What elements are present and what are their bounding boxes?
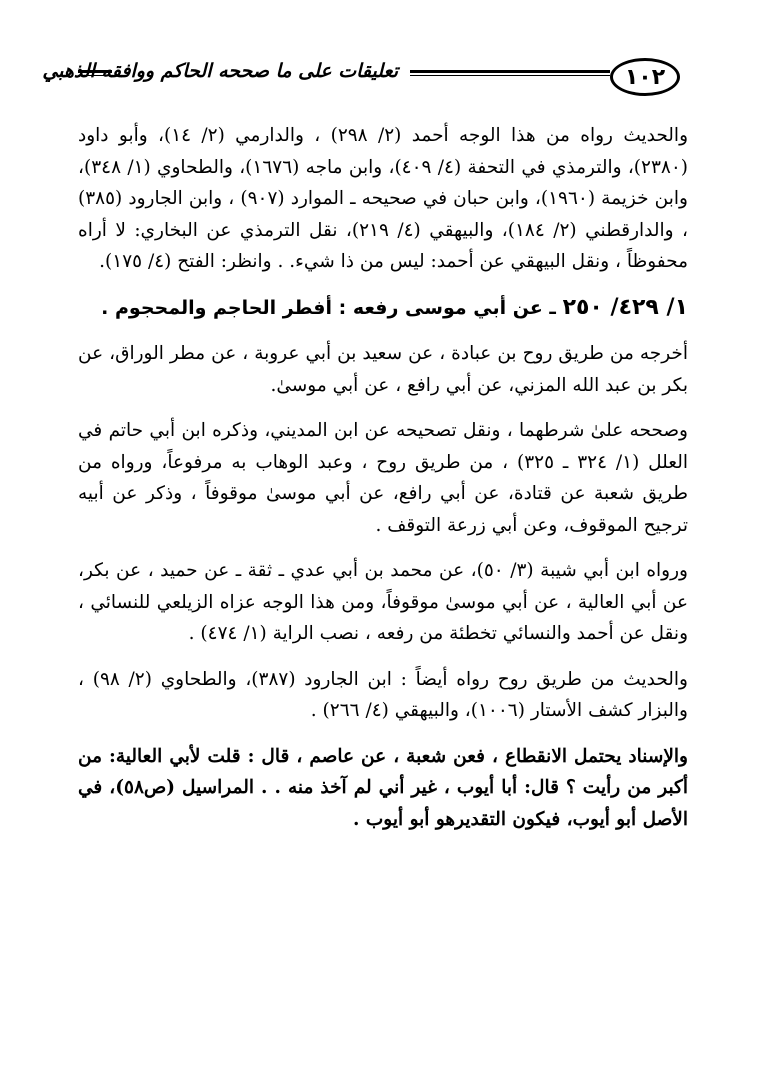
main-text (78, 120, 688, 835)
header-rule-right (410, 70, 610, 76)
page-header (42, 52, 688, 98)
page-number: ١٠٢ (624, 64, 666, 90)
paragraph: والحديث رواه من هذا الوجه أحمد (٢/ ٢٩٨) ، والدارمي (٢/ ١٤)، وأبو داود (٢٣٨٠)، والترمذي في التحفة (٤/ ٤٠٩)، وابن ماجه (١٦٧٦)، والطحاوي (١/ ٣٤٨)، وابن خزيمة (١٩٦٠)، وابن حبان في صحيحه ـ الموارد (٩٠٧) ، وابن الجارود (٣٨٥) ، والدارقطني (٢/ ١٨٤)، والبيهقي (٤/ ٢١٩)، نقل الترمذي عن البخاري: لا أراه محفوظاً ، ونقل البيهقي عن أحمد: ليس من ذا شيء. . وانظر: الفتح (٤/ ١٧٥). (78, 125, 689, 272)
running-title: تعليقات على ما صححه الحاكم ووافقه الذهبي (42, 60, 398, 82)
hadith-entry-heading (78, 292, 688, 325)
header-rule-left (78, 70, 112, 76)
entry-text: ـ عن أبي موسى رفعه : أفطر الحاجم والمحجوم . (101, 296, 556, 319)
entry-number: ١/ ٤٢٩/ ٢٥٠ (562, 294, 688, 320)
paragraph-last: والإسناد يحتمل الانقطاع ، فعن شعبة ، عن عاصم ، قال : قلت لأبي العالية: من أكبر من رأيت ؟ قال: أبا أيوب ، غير أني لم آخذ منه . . المراسيل (ص٥٨)، في الأصل أبو أيوب، فيكون التقديرهو أبو أيوب . (78, 745, 688, 830)
paragraph: وصححه علىٰ شرطهما ، ونقل تصحيحه عن ابن المديني، وذكره ابن أبي حاتم في العلل (١/ ٣٢٤ ـ ٣٢٥) ، من طريق روح ، وعبد الوهاب به مرفوعاً، ورواه من طريق شعبة عن قتادة، عن أبي رافع، عن أبي موسىٰ موقوفاً ، وذكر عن أبيه ترجيح الموقوف، وعن أبي زرعة التوقف . (78, 420, 688, 536)
paragraph: أخرجه من طريق روح بن عبادة ، عن سعيد بن أبي عروبة ، عن مطر الوراق، عن بكر بن عبد الله المزني، عن أبي رافع ، عن أبي موسىٰ. (78, 343, 688, 396)
paragraph: ورواه ابن أبي شيبة (٣/ ٥٠)، عن محمد بن أبي عدي ـ ثقة ـ عن حميد ، عن بكر، عن أبي العالية ، عن أبي موسىٰ موقوفاً، ومن هذا الوجه عزاه الزيلعي للنسائي ، ونقل عن أحمد والنسائي تخطئة من رفعه ، نصب الراية (١/ ٤٧٤) . (78, 560, 688, 644)
paragraph: والحديث من طريق روح رواه أيضاً : ابن الجارود (٣٨٧)، والطحاوي (٢/ ٩٨) ، والبزار كشف الأستار (١٠٠٦)، والبيهقي (٤/ ٢٦٦) . (78, 668, 688, 721)
page-number-badge (610, 58, 680, 96)
